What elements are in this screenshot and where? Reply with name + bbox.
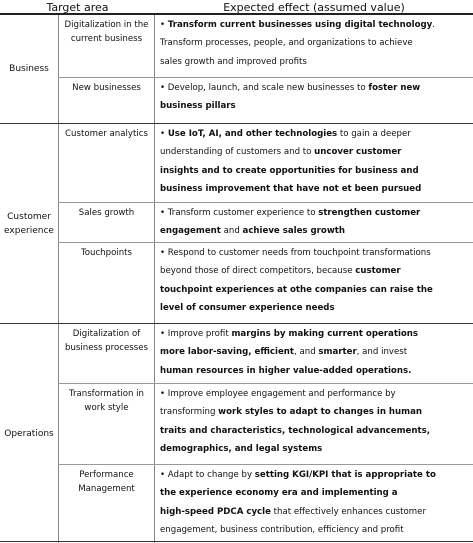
effect-line: • Respond to customer needs from touchpoint transformations xyxy=(160,248,431,258)
effect-line: • Improve profit margins by making current operations xyxy=(160,329,419,339)
row-divider xyxy=(58,77,473,78)
subarea-digitalization-current-business: Digitalization in the current business xyxy=(58,15,155,77)
row-divider xyxy=(58,242,473,243)
effect-line: Transform processes, people, and organizations to achieve xyxy=(160,38,413,49)
effect-digitalization-business-processes xyxy=(155,324,473,383)
effect-new-businesses xyxy=(155,78,473,123)
subarea-customer-analytics: Customer analytics xyxy=(58,124,155,202)
row-divider xyxy=(58,464,473,465)
subarea-new-businesses: New businesses xyxy=(58,78,155,123)
effect-sales-growth xyxy=(155,203,473,242)
effect-line: beyond those of direct competitors, because customer xyxy=(160,266,401,277)
effect-line: • Adapt to change by setting KGI/KPI that is appropriate to xyxy=(160,470,436,480)
effect-digitalization-current-business xyxy=(155,15,473,77)
effect-line: • Improve employee engagement and performance by xyxy=(160,389,396,399)
effect-line: the experience economy era and implementing a xyxy=(160,488,398,499)
row-divider xyxy=(58,202,473,203)
effect-line: demographics, and legal systems xyxy=(160,444,323,455)
effect-line: engagement and achieve sales growth xyxy=(160,226,345,237)
group-divider xyxy=(0,123,473,124)
effect-line: insights and to create opportunities for business and xyxy=(160,165,419,176)
subarea-work-style: Transformation in work style xyxy=(58,384,155,464)
effect-line: high-speed PDCA cycle that effectively enhances customer xyxy=(160,506,426,517)
area-business: Business xyxy=(9,64,49,74)
subarea-performance-management: Performance Management xyxy=(58,465,155,543)
effect-customer-analytics xyxy=(155,124,473,202)
effect-line: more labor-saving, efficient, and smarter, and invest xyxy=(160,347,408,358)
effect-performance-management xyxy=(155,465,473,543)
effect-line: level of consumer experience needs xyxy=(160,303,335,314)
effect-work-style xyxy=(155,384,473,464)
effect-line: understanding of customers and to uncover customer xyxy=(160,147,402,158)
table-bottom-border xyxy=(0,541,473,542)
area-customer-experience: Customer experience xyxy=(4,211,54,236)
effect-line: • Transform current businesses using digital technology. xyxy=(160,20,435,30)
effect-line: transforming work styles to adapt to changes in human xyxy=(160,407,423,418)
effect-line: sales growth and improved profits xyxy=(160,56,307,67)
subarea-touchpoints: Touchpoints xyxy=(58,243,155,323)
effect-touchpoints xyxy=(155,243,473,323)
effect-line: • Transform customer experience to strengthen customer xyxy=(160,208,421,218)
row-divider xyxy=(58,383,473,384)
effect-line: business improvement that have not et been pursued xyxy=(160,184,422,195)
subarea-sales-growth: Sales growth xyxy=(58,203,155,242)
effect-line: traits and characteristics, technological advancements, xyxy=(160,425,430,436)
effect-line: touchpoint experiences at othe companies can raise the xyxy=(160,284,433,295)
effect-line: business pillars xyxy=(160,101,236,112)
header-expected-effect: Expected effect (assumed value) xyxy=(155,0,473,15)
effect-line: • Develop, launch, and scale new businesses to foster new xyxy=(160,83,421,93)
effect-line: human resources in higher value-added operations. xyxy=(160,365,412,376)
area-operations: Operations xyxy=(4,428,54,439)
group-divider xyxy=(0,323,473,324)
effect-line: • Use IoT, AI, and other technologies to gain a deeper xyxy=(160,129,411,139)
effect-line: engagement, business contribution, efficiency and profit xyxy=(160,525,404,536)
subarea-digitalization-business-processes: Digitalization of business processes xyxy=(58,324,155,383)
header-target-area: Target area xyxy=(0,0,155,15)
